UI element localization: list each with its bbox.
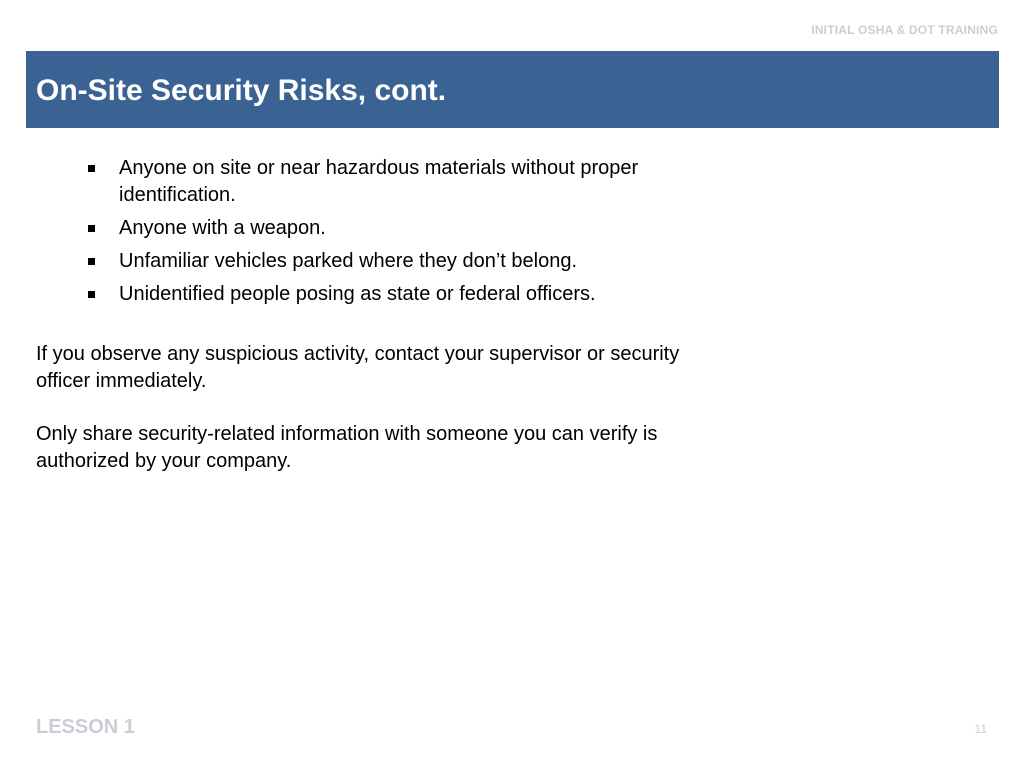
information-sharing-paragraph: Only share security-related information with someone you can verify is authorized by your company. <box>36 423 658 472</box>
course-label: INITIAL OSHA & DOT TRAINING <box>811 23 998 37</box>
bullet-text: Unidentified people posing as state or federal officers. <box>119 283 596 305</box>
bullet-text: Anyone with a weapon. <box>119 217 326 239</box>
bullet-item <box>88 248 688 275</box>
page-number: 11 <box>974 722 987 736</box>
bullet-item <box>88 281 688 308</box>
square-bullet-icon <box>88 291 95 298</box>
lesson-label: LESSON 1 <box>36 716 135 738</box>
square-bullet-icon <box>88 258 95 265</box>
square-bullet-icon <box>88 225 95 232</box>
risk-bullet-list <box>88 155 688 314</box>
slide-title: On-Site Security Risks, cont. <box>36 74 447 107</box>
suspicious-activity-paragraph: If you observe any suspicious activity, contact your supervisor or security officer immediately. <box>36 343 680 392</box>
bullet-text: Unfamiliar vehicles parked where they don’t belong. <box>119 250 578 272</box>
square-bullet-icon <box>88 165 95 172</box>
bullet-item <box>88 215 688 242</box>
bullet-item <box>88 155 688 209</box>
bullet-text: Anyone on site or near hazardous materials without proper identification. <box>119 157 639 206</box>
title-bar <box>26 51 999 128</box>
